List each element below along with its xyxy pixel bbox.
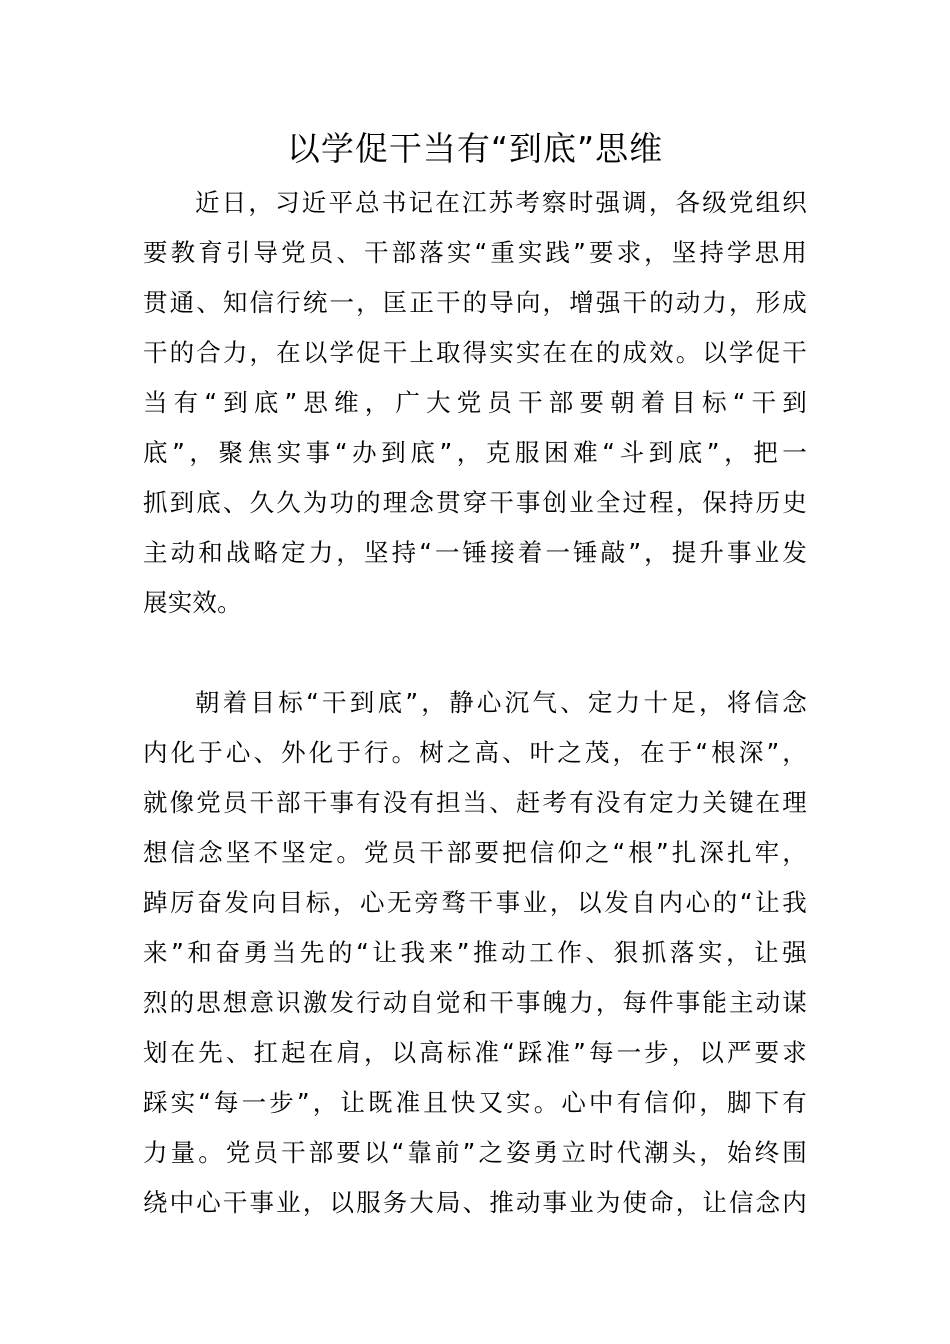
text-line: 划在先、扛起在肩，以高标准“踩准”每一步，以严要求 [143,1038,807,1067]
text-line: 想信念坚不坚定。党员干部要把信仰之“根”扎深扎牢， [143,838,807,867]
text-line: 主动和战略定力，坚持“一锤接着一锤敲”，提升事业发 [143,538,807,567]
text-line: 烈的思想意识激发行动自觉和干事魄力，每件事能主动谋 [143,988,807,1017]
text-line: 抓到底、久久为功的理念贯穿干事创业全过程，保持历史 [143,488,807,517]
text-line: 近日，习近平总书记在江苏考察时强调，各级党组织 [195,188,807,217]
text-line: 底”，聚焦实事“办到底”，克服困难“斗到底”，把一 [143,438,807,467]
text-line: 来”和奋勇当先的“让我来”推动工作、狠抓落实，让强 [143,938,807,967]
text-line: 朝着目标“干到底”，静心沉气、定力十足，将信念 [195,688,807,717]
text-line: 绕中心干事业，以服务大局、推动事业为使命，让信念内 [143,1188,807,1217]
text-line: 就像党员干部干事有没有担当、赶考有没有定力关键在理 [143,788,807,817]
text-line: 内化于心、外化于行。树之高、叶之茂，在于“根深”， [143,738,807,767]
text-line: 要教育引导党员、干部落实“重实践”要求，坚持学思用 [143,238,807,267]
text-line: 力量。党员干部要以“靠前”之姿勇立时代潮头，始终围 [143,1138,807,1167]
paragraph-spacer [143,628,807,678]
text-line: 展实效。 [143,588,242,617]
text-line: 踔厉奋发向目标，心无旁骛干事业，以发自内心的“让我 [143,888,807,917]
text-line: 贯通、知信行统一，匡正干的导向，增强干的动力，形成 [143,288,807,317]
text-line: 当有“到底”思维，广大党员干部要朝着目标“干到 [143,388,807,417]
text-line: 踩实“每一步”，让既准且快又实。心中有信仰，脚下有 [143,1088,807,1117]
paragraph [143,678,807,1228]
document-title: 以学促干当有“到底”思维 [286,129,664,168]
paragraph [143,178,807,628]
text-line: 干的合力，在以学促干上取得实实在在的成效。以学促干 [143,338,807,367]
document-body [143,178,807,1228]
